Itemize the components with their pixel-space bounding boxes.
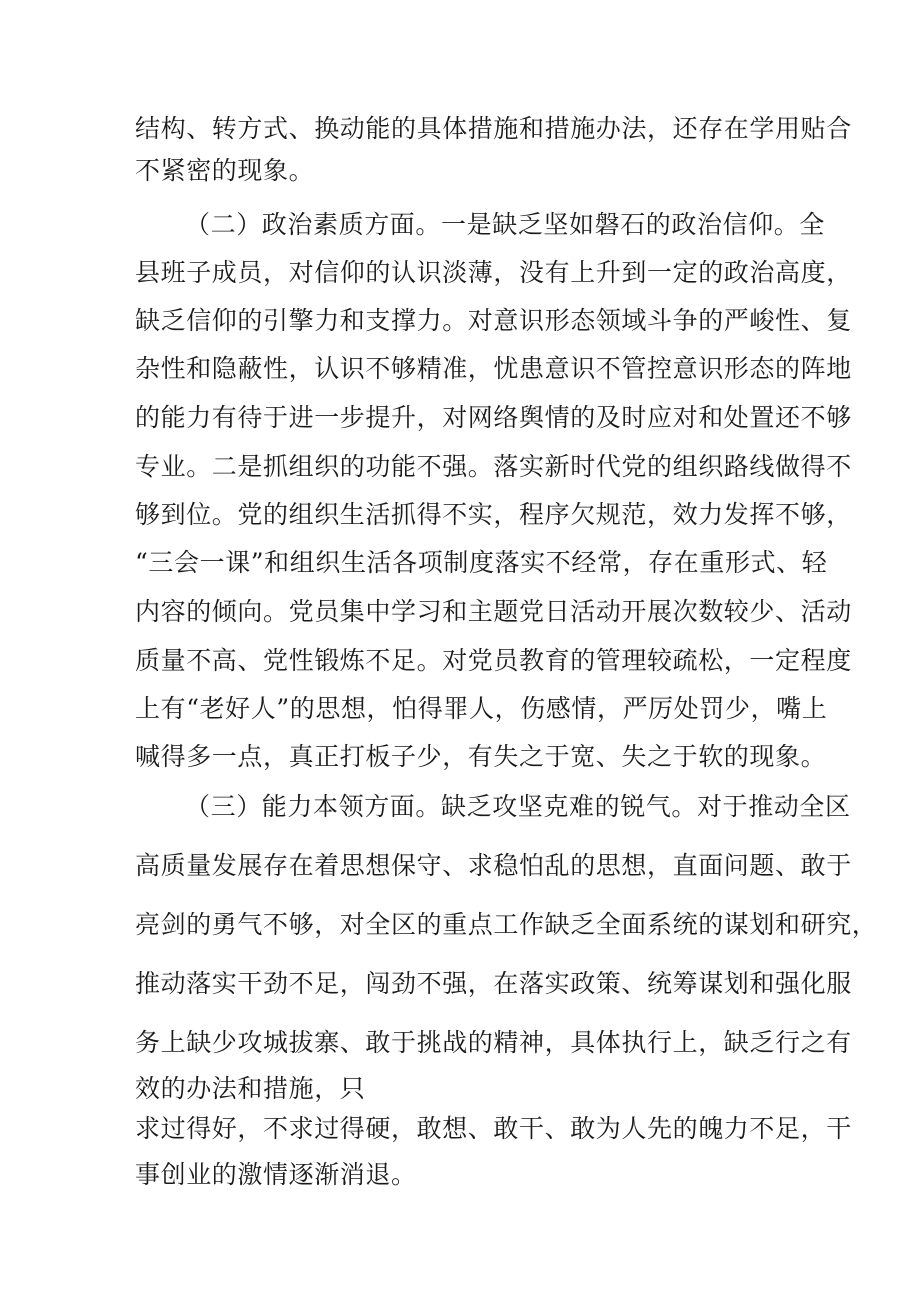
text-line: 事创业的激情逐渐消退。 bbox=[135, 1160, 417, 1189]
text-line: （三）能力本领方面。缺乏攻坚克难的锐气。对于推动全区 bbox=[185, 792, 851, 821]
text-line: 推动落实干劲不足，闯劲不强，在落实政策、统筹谋划和强化服 bbox=[135, 969, 852, 998]
text-line: 结构、转方式、换动能的具体措施和措施办法，还存在学用贴合 bbox=[135, 114, 852, 143]
text-line: 缺乏信仰的引擎力和支撑力。对意识形态领域斗争的严峻性、复 bbox=[135, 306, 852, 335]
text-line: 质量不高、党性锻炼不足。对党员教育的管理较疏松，一定程度 bbox=[135, 646, 852, 675]
text-line: 效的办法和措施，只 bbox=[135, 1074, 366, 1103]
text-line: （二）政治素质方面。一是缺乏坚如磐石的政治信仰。全 bbox=[185, 210, 826, 239]
text-line: 务上缺少攻城拔寨、敢于挑战的精神，具体执行上，缺乏行之有 bbox=[135, 1028, 852, 1057]
text-line: 专业。二是抓组织的功能不强。落实新时代党的组织路线做得不 bbox=[135, 452, 852, 481]
text-line: 够到位。党的组织生活抓得不实，程序欠规范，效力发挥不够， bbox=[135, 500, 852, 529]
text-line: 杂性和隐蔽性，认识不够精准，忧患意识不管控意识形态的阵地 bbox=[135, 354, 852, 383]
text-line: 喊得多一点，真正打板子少，有失之于宽、失之于软的现象。 bbox=[135, 742, 827, 771]
text-line: 求过得好，不求过得硬，敢想、敢干、敢为人先的魄力不足，干 bbox=[135, 1114, 852, 1143]
text-line: 县班子成员，对信仰的认识淡薄，没有上升到一定的政治高度， bbox=[135, 258, 852, 287]
text-line: 亮剑的勇气不够，对全区的重点工作缺乏全面系统的谋划和研究， bbox=[135, 910, 878, 939]
text-line: 不紧密的现象。 bbox=[135, 156, 315, 185]
text-line: 的能力有待于进一步提升，对网络舆情的及时应对和处置还不够 bbox=[135, 403, 852, 432]
text-line: 高质量发展存在着思想保守、求稳怕乱的思想，直面问题、敢于 bbox=[135, 851, 852, 880]
text-line: 上有“老好人”的思想，怕得罪人，伤感情，严厉处罚少，嘴上 bbox=[135, 694, 828, 723]
text-line: “三会一课”和组织生活各项制度落实不经常，存在重形式、轻 bbox=[135, 548, 828, 577]
text-line: 内容的倾向。党员集中学习和主题党日活动开展次数较少、活动 bbox=[135, 597, 852, 626]
